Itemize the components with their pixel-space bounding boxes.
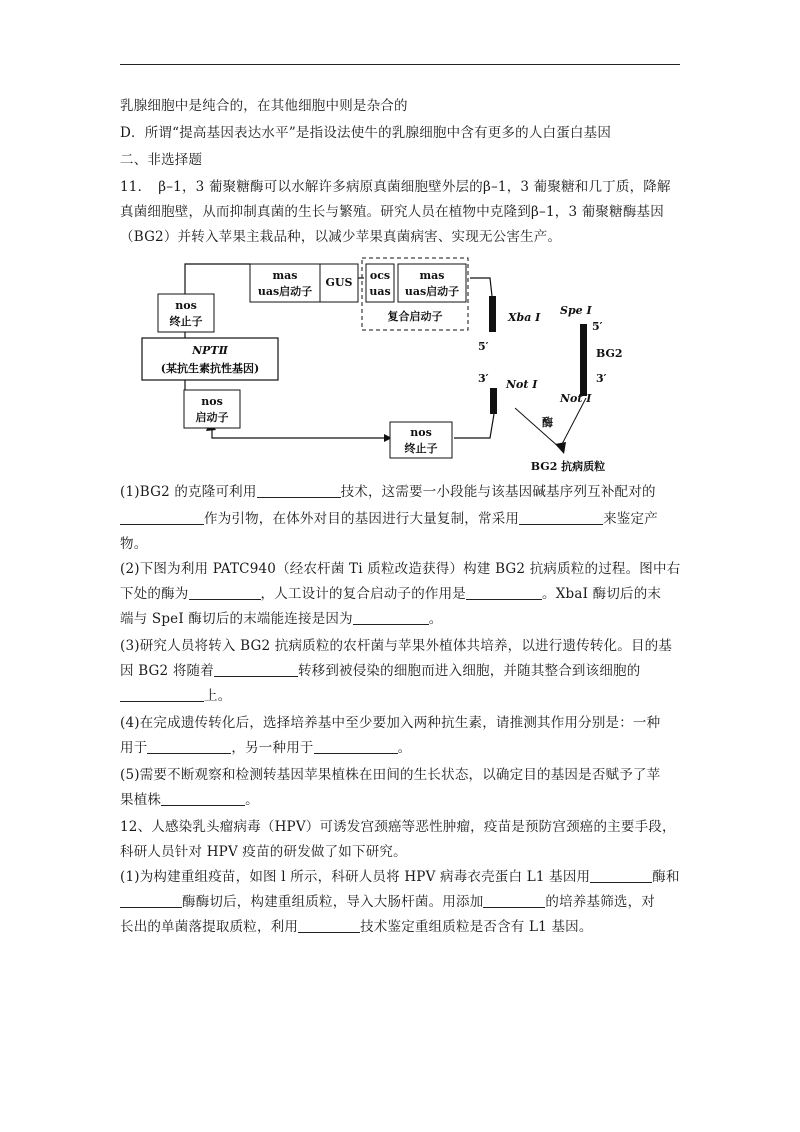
diagram-label: 终止子 [404, 442, 438, 455]
text-span: 端与 SpeI 酶切后的末端能连接是因为 [120, 611, 353, 627]
text-span: 技术，这需要一小段能与该基因碱基序列互补配对的 [340, 484, 656, 500]
text-span: 酶酶切后，构建重组质粒，导入大肠杆菌。用添加 [182, 894, 484, 910]
answer-blank[interactable] [466, 585, 542, 600]
text-span: 酶和 [652, 869, 680, 885]
q11-2-line-3 [120, 609, 443, 629]
answer-blank[interactable] [298, 918, 360, 933]
q11-4-line-1 [120, 713, 660, 733]
xba-cut-end [489, 296, 496, 332]
diagram-label: 启动子 [195, 411, 229, 424]
text-span: 技术鉴定重组质粒是否含有 L1 基因。 [360, 919, 593, 935]
text-span: 果植株 [120, 792, 162, 808]
answer-blank[interactable] [257, 483, 341, 498]
not-cut-end-left [490, 388, 497, 414]
header-rule [120, 64, 680, 65]
diagram-label: mas [272, 269, 298, 282]
answer-blank[interactable] [483, 893, 545, 908]
answer-blank[interactable] [214, 662, 298, 677]
q11-1-line-3 [120, 534, 147, 554]
text-span: 来鉴定产 [603, 511, 658, 527]
text-span: （BG2）并转入苹果主栽品种，以减少苹果真菌病害、实现无公害生产。 [120, 229, 562, 245]
text-span: 物。 [120, 536, 148, 552]
diagram-label: GUS [325, 276, 353, 289]
text-span: 。XbaI 酶切后的末 [542, 586, 662, 602]
diagram-label: nos [410, 426, 432, 439]
diagram-label: uas启动子 [404, 285, 460, 298]
q11-4-line-2 [120, 738, 411, 758]
text-span: ，人工设计的复合启动子的作用是 [260, 586, 466, 602]
text-span: 转移到被侵染的细胞而进入细胞，并随其整合到该细胞的 [297, 663, 641, 679]
diagram-label: NPTⅡ [192, 344, 228, 357]
answer-blank[interactable] [590, 868, 652, 883]
text-span: 真菌细胞壁，从而抑制真菌的生长与繁殖。研究人员在植物中克隆到β–1，3 葡聚糖酶基因 [120, 204, 664, 220]
q11-stem-line-3 [120, 227, 561, 247]
text-span: 乳腺细胞中是纯合的，在其他细胞中则是杂合的 [120, 98, 408, 114]
text-span: 。 [428, 611, 443, 627]
q12-1-line-2 [120, 892, 655, 912]
diagram-label: Not Ⅰ [560, 392, 592, 405]
compound-promoter-label: 复合启动子 [387, 310, 443, 323]
answer-blank[interactable] [519, 510, 603, 525]
q12-stem-line-1 [120, 817, 676, 837]
answer-blank[interactable] [314, 739, 398, 754]
diagram-label: BG2 [596, 347, 623, 360]
q11-stem-line-2 [120, 202, 664, 222]
text-span: 科研人员针对 HPV 疫苗的研发做了如下研究。 [120, 844, 407, 860]
plasmid-construction-diagram [140, 248, 660, 478]
text-span: (2)下图为利用 PATC940（经农杆菌 Ti 质粒改造获得）构建 BG2 抗病质粒的过程。图中右 [120, 561, 681, 577]
q11-2-line-1 [120, 559, 680, 579]
q11-3-line-3 [120, 686, 231, 706]
text-span: 上。 [204, 688, 232, 704]
diagram-label: 3′ [478, 372, 489, 385]
diagram-label: uas [369, 285, 391, 298]
answer-blank[interactable] [120, 893, 182, 908]
text-span: 下处的酶为 [120, 586, 189, 602]
text-span: 用于 [120, 740, 148, 756]
diagram-label: 终止子 [169, 315, 203, 328]
diagram-label: Spe Ⅰ [560, 304, 592, 317]
text-span: ，另一种用于 [231, 740, 314, 756]
q11-stem-line-1 [120, 177, 671, 197]
q12-1-line-1 [120, 867, 680, 887]
text-line [120, 96, 408, 116]
q11-5-line-1 [120, 765, 660, 785]
q11-5-line-2 [120, 790, 259, 810]
diagram-label: Not Ⅰ [506, 378, 538, 391]
q11-2-line-2 [120, 584, 661, 604]
diagram-label: 3′ [596, 372, 607, 385]
q12-1-line-3 [120, 917, 593, 937]
diagram-label: nos [201, 395, 223, 408]
diagram-label: 酶 [542, 416, 553, 429]
text-span: 。 [397, 740, 412, 756]
text-span: 长出的单菌落提取质粒，利用 [120, 919, 299, 935]
answer-blank[interactable] [189, 585, 261, 600]
text-span: D．所谓“提高基因表达水平”是指设法使牛的乳腺细胞中含有更多的人白蛋白基因 [120, 125, 612, 141]
text-span: (5)需要不断观察和检测转基因苹果植株在田间的生长状态，以确定目的基因是否赋予了苹 [120, 767, 661, 783]
diagram-label: BG2 抗病质粒 [530, 460, 606, 473]
q11-1-line-1 [120, 482, 656, 502]
text-span: 。 [245, 792, 259, 808]
q11-1-line-2 [120, 509, 658, 529]
text-span: 二、非选择题 [120, 152, 203, 168]
diagram-label: nos [175, 299, 197, 312]
answer-blank[interactable] [120, 687, 204, 702]
answer-blank[interactable] [161, 791, 245, 806]
text-span: 12、人感染乳头瘤病毒（HPV）可诱发宫颈癌等恶性肿瘤，疫苗是预防宫颈癌的主要手段， [120, 819, 676, 835]
q11-3-line-1 [120, 636, 672, 656]
answer-blank[interactable] [120, 510, 204, 525]
text-span: (1)为构建重组疫苗，如图 l 所示，科研人员将 HPV 病毒衣壳蛋白 L1 基因用 [120, 869, 591, 885]
diagram-label: 5′ [592, 320, 603, 333]
diagram-label: 5′ [478, 340, 489, 353]
section-heading [120, 150, 202, 170]
text-span: 作为引物，在体外对目的基因进行大量复制，常采用 [204, 511, 520, 527]
q11-3-line-2 [120, 661, 640, 681]
answer-blank[interactable] [147, 739, 231, 754]
text-span: 的培养基筛选，对 [545, 894, 656, 910]
text-span: 因 BG2 将随着 [120, 663, 214, 679]
diagram-label: ocs [369, 269, 391, 282]
answer-blank[interactable] [353, 610, 429, 625]
bg2-fragment [580, 324, 587, 396]
text-span: 11． β–1，3 葡聚糖酶可以水解许多病原真菌细胞壁外层的β–1，3 葡聚糖和几丁质，降解 [120, 179, 671, 195]
diagram-label: uas启动子 [257, 285, 313, 298]
diagram-label: (某抗生素抗性基因) [160, 362, 260, 375]
diagram-label: mas [419, 269, 445, 282]
text-span: (3)研究人员将转入 BG2 抗病质粒的农杆菌与苹果外植体共培养，以进行遗传转化。目的基 [120, 638, 673, 654]
option-d [120, 123, 611, 143]
q12-stem-line-2 [120, 842, 407, 862]
diagram-label: Xba Ⅰ [508, 311, 541, 324]
text-span: (4)在完成遗传转化后，选择培养基中至少要加入两种抗生素，请推测其作用分别是：一种 [120, 715, 661, 731]
text-span: (1)BG2 的克隆可利用 [120, 484, 257, 500]
